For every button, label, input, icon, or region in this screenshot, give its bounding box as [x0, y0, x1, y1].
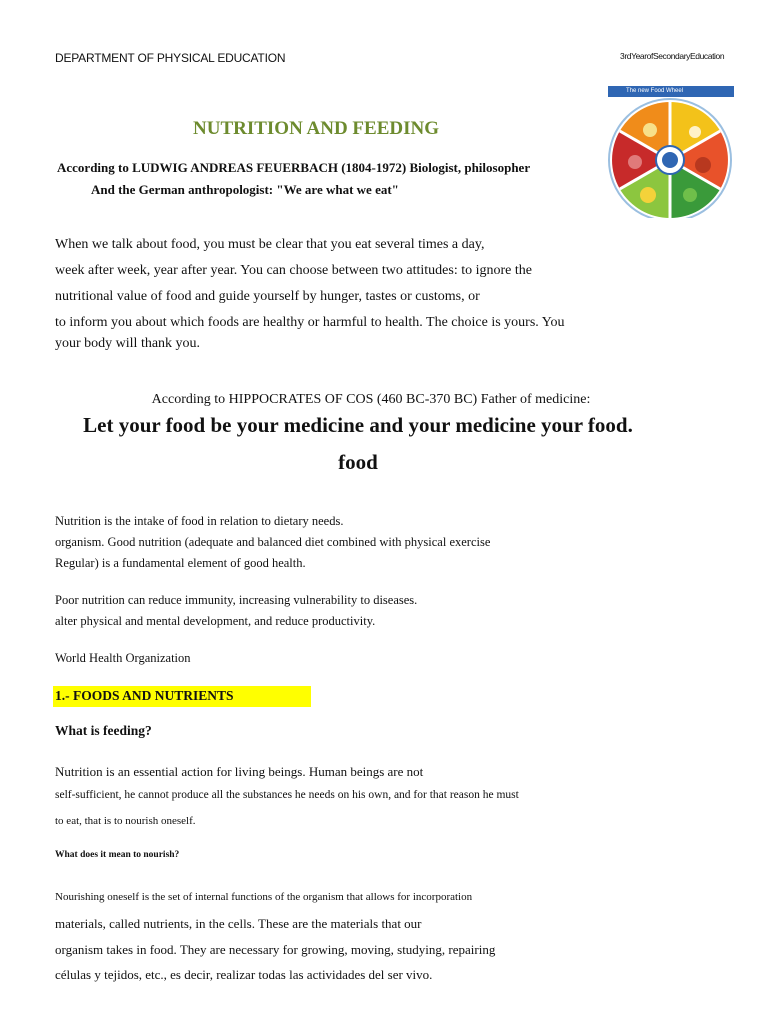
- feuerbach-quote-line2: And the German anthropologist: "We are what we eat": [91, 182, 399, 197]
- food-wheel-banner: The new Food Wheel: [608, 86, 734, 97]
- department-header: DEPARTMENT OF PHYSICAL EDUCATION: [55, 51, 286, 65]
- course-header: 3rdYearofSecondaryEducation: [620, 51, 725, 61]
- intro-line: nutritional value of food and guide yourself by hunger, tastes or customs, or: [55, 289, 480, 304]
- hippocrates-quote-line2: food: [338, 450, 378, 474]
- feeding-answer-line: to eat, that is to nourish oneself.: [55, 815, 196, 827]
- who-attribution: World Health Organization: [55, 651, 191, 665]
- feeding-answer-line: self-sufficient, he cannot produce all the substances he needs on his own, and for that reason he must: [55, 789, 519, 801]
- feeding-question: What is feeding?: [55, 723, 152, 738]
- intro-line: to inform you about which foods are healthy or harmful to health. The choice is yours. You: [55, 315, 565, 330]
- food-wheel-image: [606, 83, 736, 218]
- nutrition-def-line: organism. Good nutrition (adequate and balanced diet combined with physical exercise: [55, 535, 491, 549]
- nourish-line: materials, called nutrients, in the cells. These are the materials that our: [55, 916, 422, 931]
- feuerbach-quote-line1: According to LUDWIG ANDREAS FEUERBACH (1804-1972) Biologist, philosopher: [57, 160, 531, 175]
- poor-nutrition-line: Poor nutrition can reduce immunity, increasing vulnerability to diseases.: [55, 593, 418, 607]
- intro-line: When we talk about food, you must be clear that you eat several times a day,: [55, 237, 485, 252]
- nourish-line: células y tejidos, etc., es decir, realizar todas las actividades del ser vivo.: [55, 967, 433, 982]
- intro-line: week after week, year after year. You can choose between two attitudes: to ignore the: [55, 263, 532, 278]
- intro-line: your body will thank you.: [55, 336, 201, 351]
- section-heading: 1.- FOODS AND NUTRIENTS: [55, 688, 234, 703]
- nourish-question: What does it mean to nourish?: [55, 850, 180, 860]
- page-title: NUTRITION AND FEEDING: [193, 118, 439, 139]
- poor-nutrition-line: alter physical and mental development, and reduce productivity.: [55, 614, 376, 628]
- food-wheel-chart: [606, 83, 736, 218]
- hippocrates-quote-line1: Let your food be your medicine and your medicine your food.: [83, 413, 633, 437]
- hippocrates-attribution: According to HIPPOCRATES OF COS (460 BC-370 BC) Father of medicine:: [151, 392, 591, 407]
- feeding-answer-line: Nutrition is an essential action for living beings. Human beings are not: [55, 764, 424, 779]
- nutrition-def-line: Nutrition is the intake of food in relation to dietary needs.: [55, 514, 344, 528]
- nourish-line: Nourishing oneself is the set of internal functions of the organism that allows for incorporation: [55, 891, 473, 903]
- nutrition-def-line: Regular) is a fundamental element of good health.: [55, 556, 306, 570]
- nourish-line: organism takes in food. They are necessary for growing, moving, studying, repairing: [55, 942, 496, 957]
